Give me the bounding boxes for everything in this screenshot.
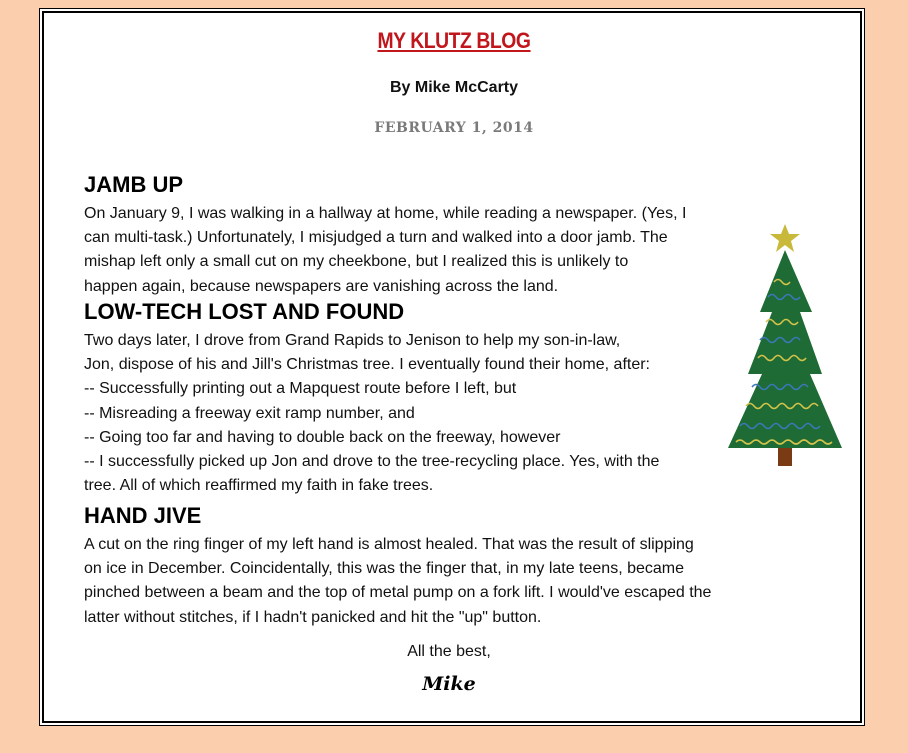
body-line: pinched between a beam and the top of metal pump on a fork lift. I would've escaped the [84, 584, 712, 602]
section-heading-hand-jive: HAND JIVE [84, 503, 202, 528]
post-date: FEBRUARY 1, 2014 [374, 120, 534, 136]
blog-title: MY KLUTZ BLOG [377, 28, 531, 53]
body-line: happen again, because newspapers are vanishing across the land. [84, 277, 559, 295]
body-line: -- Going too far and having to double back on the freeway, however [84, 428, 561, 446]
tree-foliage [728, 250, 842, 448]
section-heading-jamb-up: JAMB UP [84, 172, 184, 197]
section-body-low-tech [84, 329, 814, 498]
body-line: Jon, dispose of his and Jill's Christmas tree. I eventually found their home, after: [84, 356, 650, 374]
body-line: on ice in December. Coincidentally, this was the finger that, in my late teens, became [84, 560, 685, 578]
byline: By Mike McCarty [389, 79, 519, 96]
christmas-tree-icon [722, 222, 848, 468]
body-line: A cut on the ring finger of my left hand is almost healed. That was the result of slipping [84, 536, 694, 553]
body-line: latter without stitches, if I hadn't panicked and hit the "up" button. [84, 608, 542, 626]
sign-off: All the best, [407, 643, 491, 660]
star-icon [770, 224, 800, 252]
body-line: tree. All of which reaffirmed my faith in fake trees. [84, 477, 434, 495]
body-line: -- I successfully picked up Jon and drove to the tree-recycling place. Yes, with the [84, 453, 660, 471]
body-line: can multi-task.) Unfortunately, I misjudged a turn and walked into a door jamb. The [84, 229, 668, 247]
signature: Mike [422, 673, 476, 695]
body-line: mishap left only a small cut on my cheekbone, but I realized this is unlikely to [84, 253, 629, 271]
section-body-hand-jive [84, 533, 814, 630]
body-line: Two days later, I drove from Grand Rapids to Jenison to help my son-in-law, [84, 332, 621, 349]
body-line: -- Misreading a freeway exit ramp number, and [84, 404, 415, 422]
body-line: -- Successfully printing out a Mapquest route before I left, but [84, 380, 517, 398]
section-body-jamb-up [84, 202, 814, 299]
body-line: On January 9, I was walking in a hallway at home, while reading a newspaper. (Yes, I [84, 205, 687, 222]
section-heading-low-tech: LOW-TECH LOST AND FOUND [84, 299, 405, 324]
